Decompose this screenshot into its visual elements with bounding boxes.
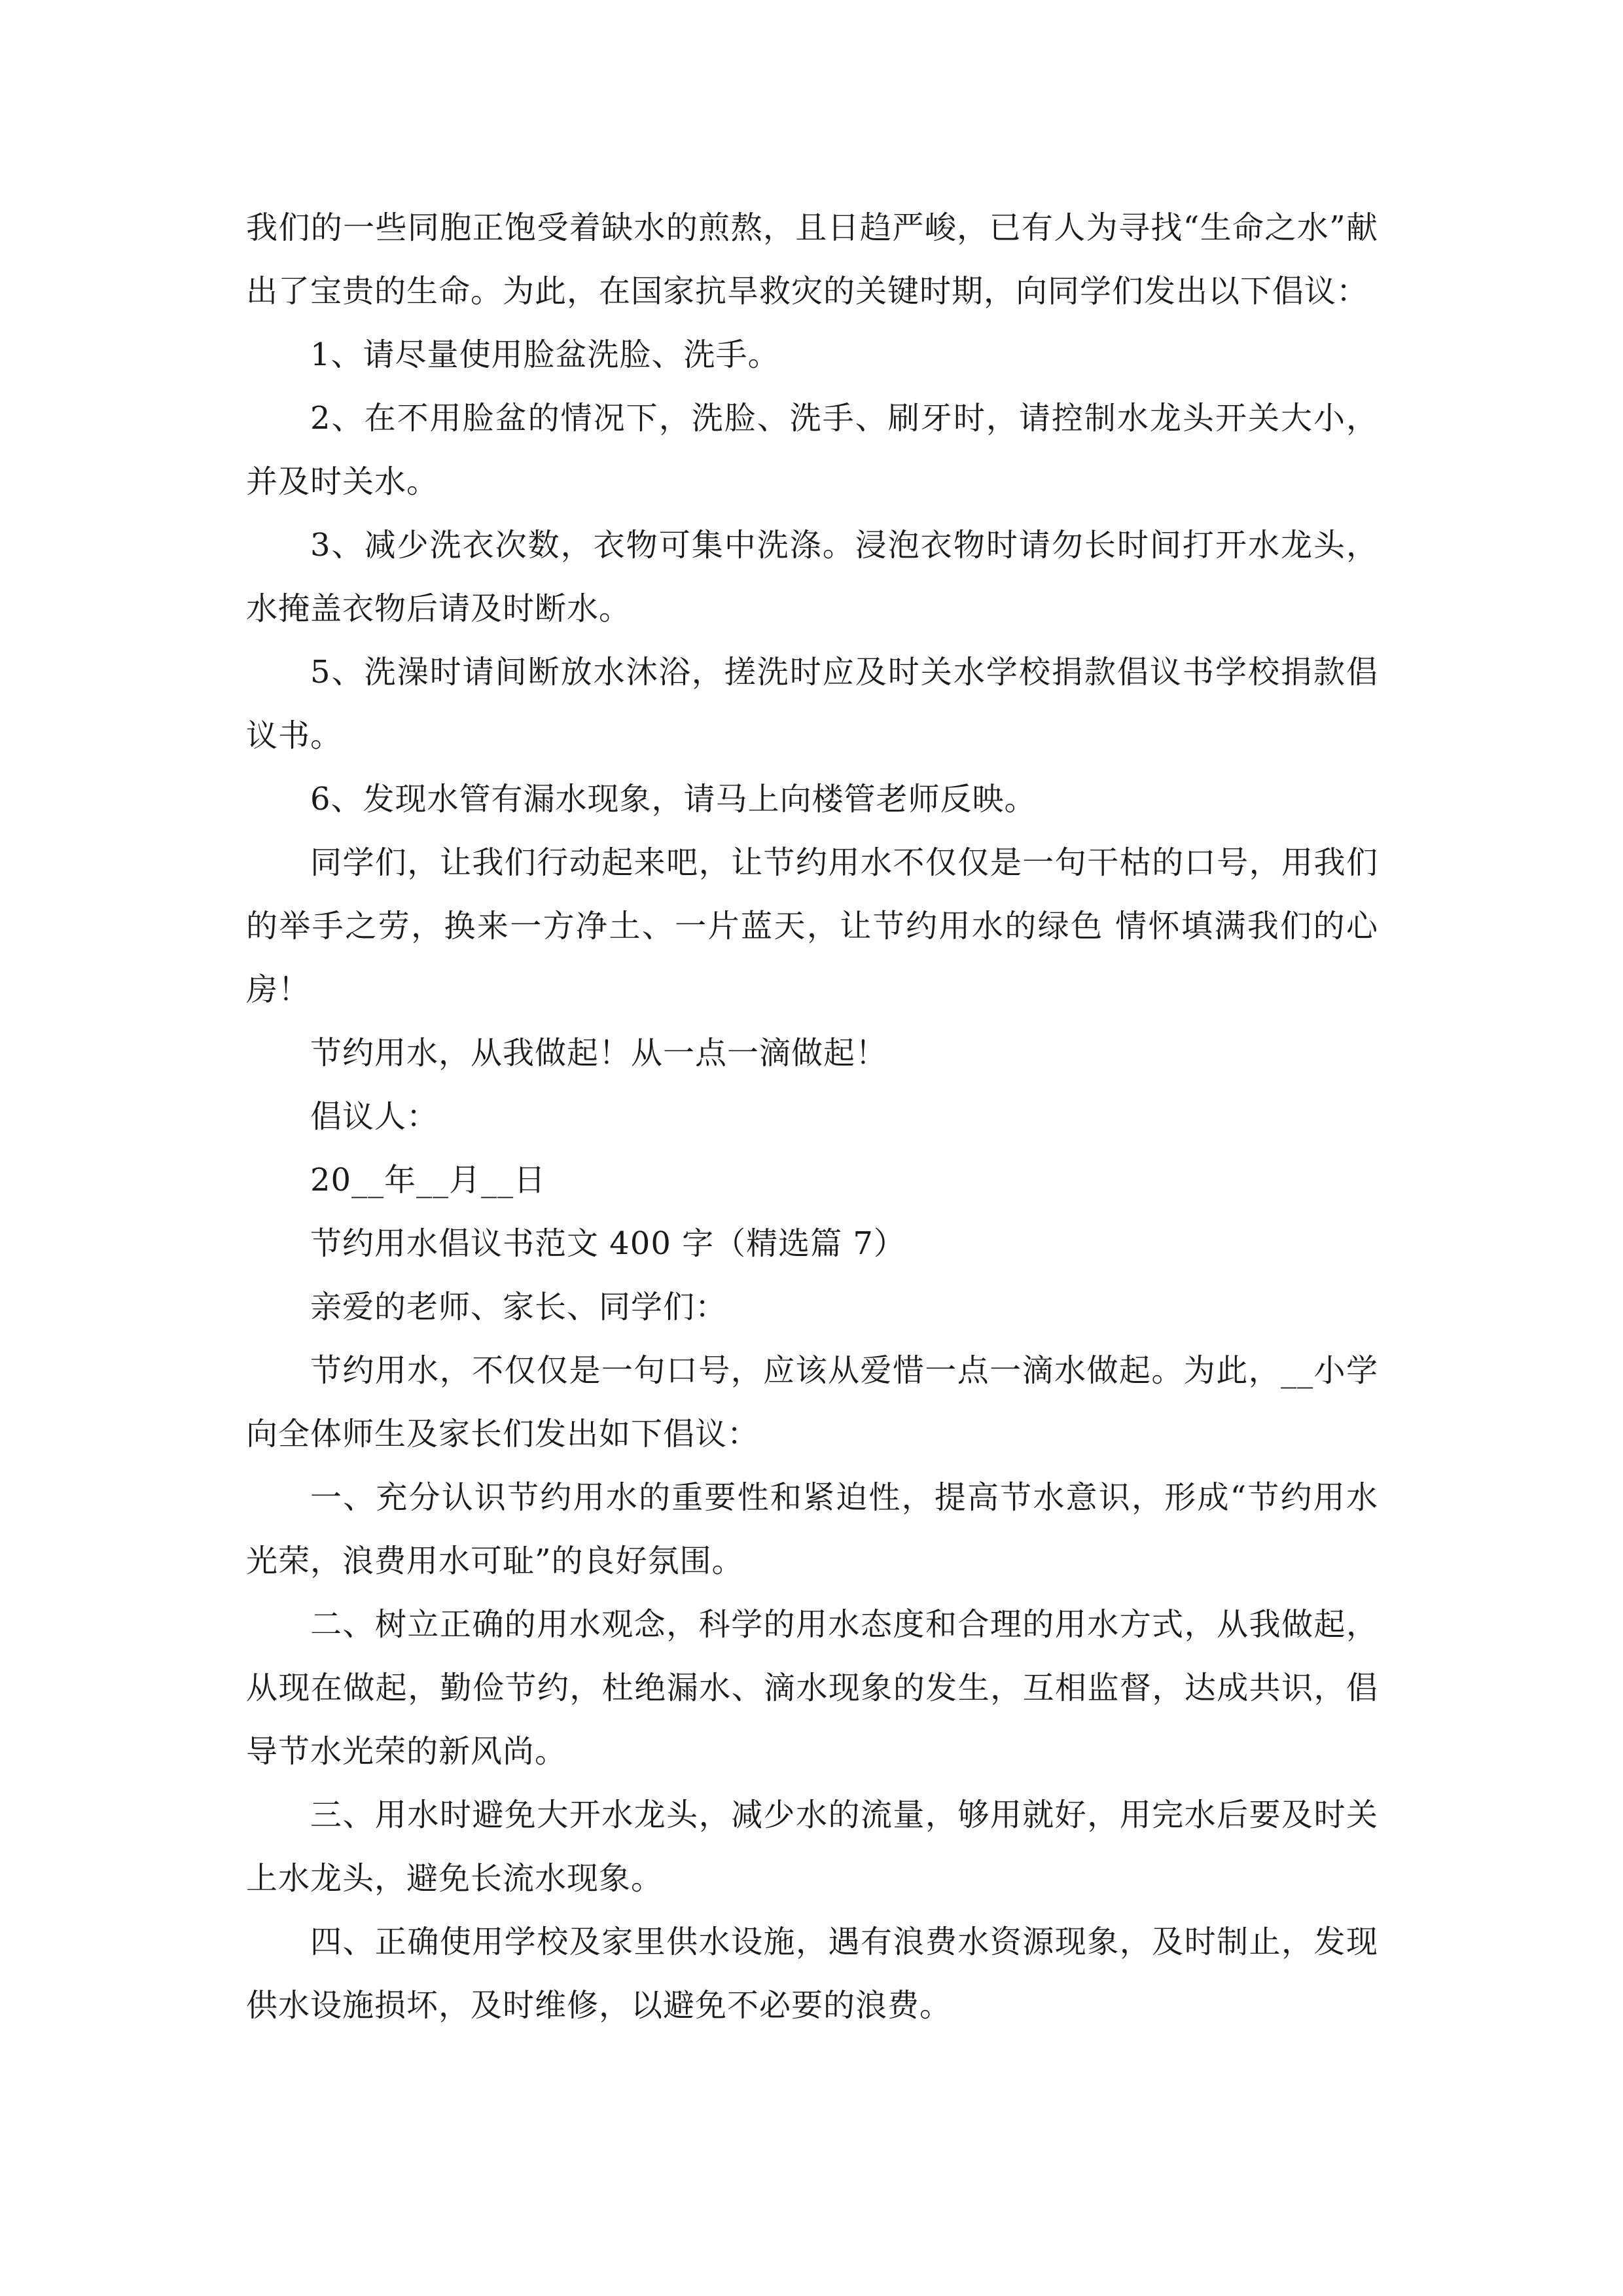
paragraph-item-1: 1、请尽量使用脸盆洗脸、洗手。 (310, 336, 780, 373)
paragraph-call-to-action: 同学们，让我们行动起来吧，让节约用水不仅仅是一句干枯的口号，用我们的举手之劳，换来一方净土、一片蓝天，让节约用水的绿色 情怀填满我们的心房！ (246, 844, 1378, 1008)
paragraph-item-3: 3、减少洗衣次数，衣物可集中洗涤。浸泡衣物时请勿长时间打开水龙头，水掩盖衣物后请及时断水。 (246, 527, 1378, 627)
paragraph-point-4: 四、正确使用学校及家里供水设施，遇有浪费水资源现象，及时制止，发现供水设施损坏，及时维修，以避免不必要的浪费。 (246, 1924, 1378, 2024)
paragraph-slogan: 节约用水，从我做起！从一点一滴做起！ (310, 1035, 888, 1071)
paragraph-point-1: 一、充分认识节约用水的重要性和紧迫性，提高节水意识，形成“节约用水光荣，浪费用水可耻”的良好氛围。 (246, 1479, 1378, 1579)
paragraph-date: 20__年__月__日 (310, 1162, 546, 1198)
paragraph-salutation: 亲爱的老师、家长、同学们： (310, 1289, 728, 1325)
document-page (246, 196, 1378, 2037)
paragraph-point-2: 二、树立正确的用水观念，科学的用水态度和合理的用水方式，从我做起，从现在做起，勤俭节约，杜绝漏水、滴水现象的发生，互相监督，达成共识，倡导节水光荣的新风尚。 (246, 1606, 1378, 1770)
paragraph-opening: 节约用水，不仅仅是一句口号，应该从爱惜一点一滴水做起。为此，__小学向全体师生及家长们发出如下倡议： (246, 1352, 1378, 1452)
paragraph-item-2: 2、在不用脸盆的情况下，洗脸、洗手、刷牙时，请控制水龙头开关大小，并及时关水。 (246, 400, 1378, 500)
paragraph-item-6: 6、发现水管有漏水现象，请马上向楼管老师反映。 (310, 781, 1037, 817)
paragraph-signatory: 倡议人： (310, 1098, 439, 1135)
paragraph-intro: 我们的一些同胞正饱受着缺水的煎熬，且日趋严峻，已有人为寻找“生命之水”献出了宝贵的生命。为此，在国家抗旱救灾的关键时期，向同学们发出以下倡议： (246, 209, 1378, 310)
section-heading: 节约用水倡议书范文 400 字（精选篇 7） (310, 1225, 906, 1262)
paragraph-item-5: 5、洗澡时请间断放水沐浴，搓洗时应及时关水学校捐款倡议书学校捐款倡议书。 (246, 654, 1378, 754)
paragraph-point-3: 三、用水时避免大开水龙头，减少水的流量，够用就好，用完水后要及时关上水龙头，避免长流水现象。 (246, 1797, 1378, 1897)
